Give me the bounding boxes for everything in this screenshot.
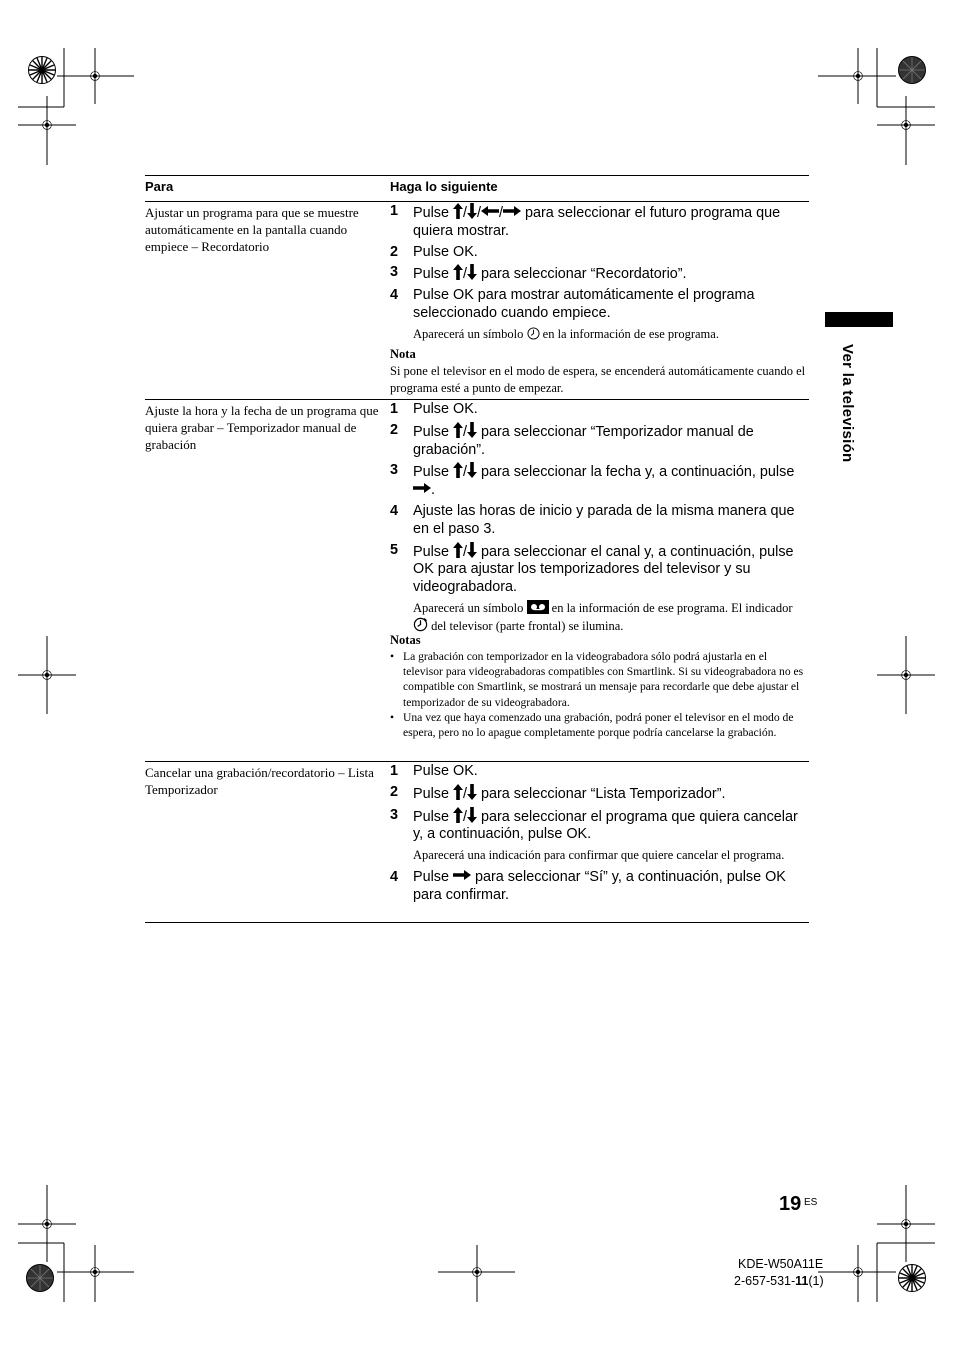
up-arrow-icon xyxy=(453,264,463,280)
step-item: 2 Pulse / para seleccionar “Lista Temporizador”. xyxy=(390,783,726,802)
up-arrow-icon xyxy=(453,784,463,800)
note-text: Si pone el televisor en el modo de espera, se encenderá automáticamente cuando el programa esté a punto de empezar. xyxy=(390,364,806,395)
side-tab-bar xyxy=(825,312,893,327)
model-number: KDE-W50A11E xyxy=(738,1257,824,1271)
page-language-suffix: ES xyxy=(804,1197,818,1208)
up-arrow-icon xyxy=(453,462,463,478)
down-arrow-icon xyxy=(467,807,477,823)
down-arrow-icon xyxy=(467,203,477,219)
row-steps xyxy=(390,763,809,908)
step-number: 4 xyxy=(390,502,399,519)
color-bar-icon xyxy=(899,1265,926,1292)
left-arrow-icon xyxy=(481,206,499,216)
step-item: 3 Pulse / para seleccionar la fecha y, a continuación, pulse . xyxy=(390,462,795,499)
step-detail: Aparecerá una indicación para confirmar que quiere cancelar el programa. xyxy=(413,848,785,863)
up-arrow-icon xyxy=(453,542,463,558)
down-arrow-icon xyxy=(467,542,477,558)
up-arrow-icon xyxy=(453,807,463,823)
column-header-para: Para xyxy=(145,179,174,194)
row-condition: Ajuste la hora y la fecha de un programa que quiera grabar – Temporizador manual de grabación xyxy=(145,403,379,452)
document-code: 2-657-531-11(1) xyxy=(734,1274,824,1288)
step-item: 4 Ajuste las horas de inicio y parada de la misma manera que en el paso 3. xyxy=(390,502,795,537)
step-number: 2 xyxy=(390,421,399,438)
step-number: 4 xyxy=(390,287,399,304)
step-item: 5 Pulse / para seleccionar el canal y, a continuación, pulse OK para ajustar los temporizadores del televisor y su videograbadora. xyxy=(390,541,794,596)
side-tab-label: Ver la televisión xyxy=(839,344,856,463)
up-arrow-icon xyxy=(453,422,463,438)
note-bullet: • La grabación con temporizador en la videograbadora sólo podrá ajustarla en el televisor para videograbadoras compatibles con Smartlink. Si su videograbadora no es compatible con Smartlink, se mostrará un mensaje para recordarle que debe ajustar el temporizador de su videograbadora. xyxy=(390,650,804,709)
step-item: 1 Pulse / / / para seleccionar el futuro programa que quiera mostrar. xyxy=(390,203,781,239)
step-detail: Aparecerá un símbolo en la información de ese programa. El indicador del televisor (parte frontal) se ilumina. xyxy=(413,600,793,633)
step-item: 3 Pulse / para seleccionar “Recordatorio”. xyxy=(390,264,687,283)
up-arrow-icon xyxy=(453,203,463,219)
step-number: 2 xyxy=(390,783,399,800)
step-number: 1 xyxy=(390,203,399,219)
step-item: 4 Pulse para seleccionar “Sí” y, a continuación, pulse OK para confirmar. xyxy=(390,869,786,903)
step-detail: Aparecerá un símbolo en la información de ese programa. xyxy=(413,326,719,341)
step-number: 1 xyxy=(390,401,399,417)
right-arrow-icon xyxy=(453,870,471,880)
color-bar-icon xyxy=(29,57,56,84)
row-note xyxy=(390,343,809,396)
row-condition: Cancelar una grabación/recordatorio – Lista Temporizador xyxy=(145,765,374,797)
step-number: 3 xyxy=(390,806,399,823)
step-item: 1 Pulse OK. xyxy=(390,401,478,417)
step-number: 2 xyxy=(390,243,399,260)
table-row xyxy=(145,762,809,923)
table-row xyxy=(145,400,809,762)
clock-icon xyxy=(527,327,540,340)
step-item: 2 Pulse OK. xyxy=(390,243,478,260)
vcr-icon xyxy=(527,600,549,614)
right-arrow-icon xyxy=(503,206,521,216)
note-title: Notas xyxy=(390,633,421,647)
step-number: 3 xyxy=(390,462,399,479)
down-arrow-icon xyxy=(467,784,477,800)
page-number: 19 xyxy=(779,1193,802,1215)
color-bar-icon xyxy=(27,1265,54,1292)
step-item: 1 Pulse OK. xyxy=(390,763,478,779)
table-header xyxy=(145,175,809,202)
note-bullet: • Una vez que haya comenzado una grabación, podrá poner el televisor en el modo de espera, pero no lo apague completamente porque podría cancelarse la grabación. xyxy=(390,710,794,740)
down-arrow-icon xyxy=(467,264,477,280)
right-arrow-icon xyxy=(413,483,431,493)
step-number: 4 xyxy=(390,869,399,886)
step-item: 3 Pulse / para seleccionar el programa que quiera cancelar y, a continuación, pulse OK. xyxy=(390,806,798,843)
row-steps xyxy=(390,203,809,348)
column-header-haga: Haga lo siguiente xyxy=(390,179,498,194)
row-condition: Ajustar un programa para que se muestre automáticamente en la pantalla cuando empiece – Recordatorio xyxy=(145,205,359,254)
step-item: 2 Pulse / para seleccionar “Temporizador manual de grabación”. xyxy=(390,421,754,458)
color-bar-icon xyxy=(899,57,926,84)
step-number: 5 xyxy=(390,541,399,558)
step-number: 1 xyxy=(390,763,399,779)
down-arrow-icon xyxy=(467,462,477,478)
row-notes xyxy=(390,629,809,740)
instruction-table xyxy=(145,175,809,923)
step-item: 4 Pulse OK para mostrar automáticamente el programa seleccionado cuando empiece. xyxy=(390,287,755,321)
table-row xyxy=(145,202,809,400)
down-arrow-icon xyxy=(467,422,477,438)
note-title: Nota xyxy=(390,347,416,361)
step-number: 3 xyxy=(390,264,399,281)
row-steps xyxy=(390,401,809,640)
